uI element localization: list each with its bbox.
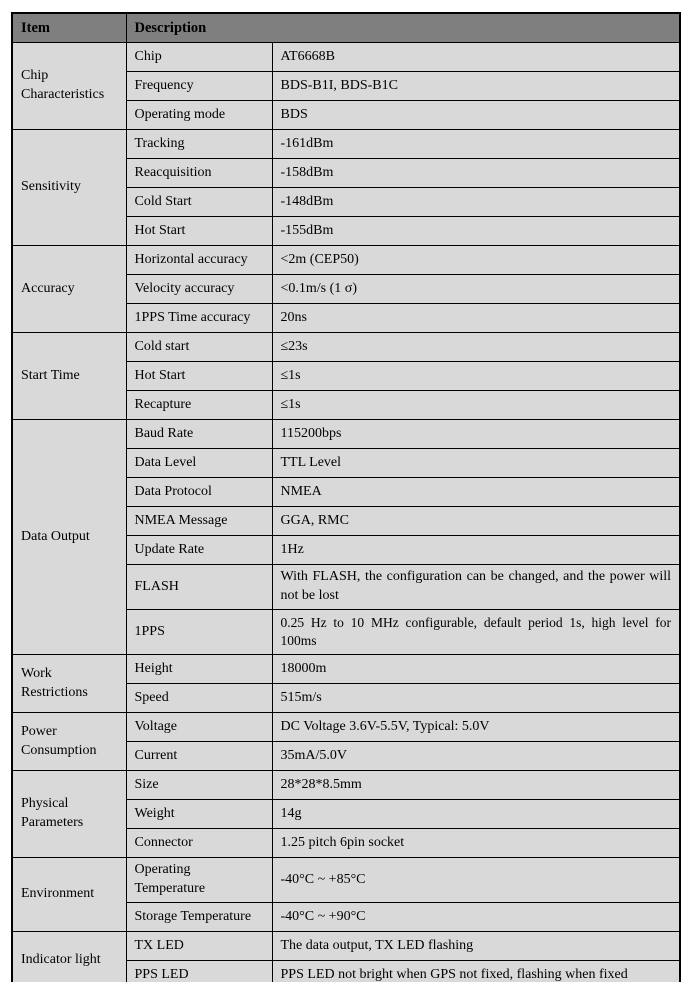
item-group-cell: Environment xyxy=(12,858,126,932)
spec-name-cell: Cold start xyxy=(126,333,272,362)
spec-value-cell: 0.25 Hz to 10 MHz configurable, default period 1s, high level for 100ms xyxy=(272,610,680,655)
spec-name-cell: TX LED xyxy=(126,932,272,961)
spec-name-cell: Update Rate xyxy=(126,536,272,565)
spec-value-cell: -40°C ~ +85°C xyxy=(272,858,680,903)
table-row xyxy=(12,932,680,961)
spec-name-cell: Frequency xyxy=(126,72,272,101)
spec-value-cell: BDS xyxy=(272,101,680,130)
table-row xyxy=(12,771,680,800)
spec-table-body xyxy=(12,43,680,982)
spec-name-cell: 1PPS Time accuracy xyxy=(126,304,272,333)
spec-name-cell: Speed xyxy=(126,684,272,713)
spec-value-cell: 515m/s xyxy=(272,684,680,713)
spec-table-header xyxy=(12,13,680,43)
header-description-cell: Description xyxy=(126,13,680,43)
spec-value-cell: The data output, TX LED flashing xyxy=(272,932,680,961)
header-row xyxy=(12,13,680,43)
spec-value-cell: GGA, RMC xyxy=(272,507,680,536)
item-group-cell: Power Consumption xyxy=(12,713,126,771)
spec-value-cell: NMEA xyxy=(272,478,680,507)
spec-name-cell: Reacquisition xyxy=(126,159,272,188)
spec-name-cell: Baud Rate xyxy=(126,420,272,449)
table-row xyxy=(12,420,680,449)
item-group-cell: Work Restrictions xyxy=(12,655,126,713)
table-row xyxy=(12,713,680,742)
spec-table xyxy=(11,12,681,982)
table-row xyxy=(12,333,680,362)
spec-name-cell: Hot Start xyxy=(126,217,272,246)
table-row xyxy=(12,43,680,72)
spec-value-cell: BDS-B1I, BDS-B1C xyxy=(272,72,680,101)
spec-value-cell: 1.25 pitch 6pin socket xyxy=(272,829,680,858)
spec-value-cell: ≤23s xyxy=(272,333,680,362)
spec-value-cell: 28*28*8.5mm xyxy=(272,771,680,800)
spec-name-cell: Current xyxy=(126,742,272,771)
item-group-cell: Sensitivity xyxy=(12,130,126,246)
spec-name-cell: Voltage xyxy=(126,713,272,742)
item-group-cell: Start Time xyxy=(12,333,126,420)
spec-name-cell: Connector xyxy=(126,829,272,858)
spec-value-cell: -148dBm xyxy=(272,188,680,217)
spec-name-cell: PPS LED xyxy=(126,961,272,982)
item-group-cell: Physical Parameters xyxy=(12,771,126,858)
spec-name-cell: Data Level xyxy=(126,449,272,478)
header-item-cell: Item xyxy=(12,13,126,43)
spec-name-cell: Horizontal accuracy xyxy=(126,246,272,275)
spec-name-cell: 1PPS xyxy=(126,610,272,655)
item-group-cell: Chip Characteristics xyxy=(12,43,126,130)
spec-name-cell: Operating Temperature xyxy=(126,858,272,903)
spec-value-cell: 20ns xyxy=(272,304,680,333)
spec-name-cell: NMEA Message xyxy=(126,507,272,536)
spec-value-cell: With FLASH, the configuration can be changed, and the power will not be lost xyxy=(272,565,680,610)
item-group-cell: Data Output xyxy=(12,420,126,655)
spec-value-cell: <0.1m/s (1 σ) xyxy=(272,275,680,304)
spec-name-cell: FLASH xyxy=(126,565,272,610)
spec-value-cell: -40°C ~ +90°C xyxy=(272,903,680,932)
spec-value-cell: DC Voltage 3.6V-5.5V, Typical: 5.0V xyxy=(272,713,680,742)
spec-name-cell: Cold Start xyxy=(126,188,272,217)
spec-name-cell: Weight xyxy=(126,800,272,829)
spec-name-cell: Tracking xyxy=(126,130,272,159)
spec-name-cell: Size xyxy=(126,771,272,800)
spec-value-cell: 115200bps xyxy=(272,420,680,449)
spec-name-cell: Data Protocol xyxy=(126,478,272,507)
spec-name-cell: Operating mode xyxy=(126,101,272,130)
table-row xyxy=(12,858,680,903)
spec-value-cell: PPS LED not bright when GPS not fixed, flashing when fixed xyxy=(272,961,680,982)
item-group-cell: Indicator light xyxy=(12,932,126,982)
spec-value-cell: 35mA/5.0V xyxy=(272,742,680,771)
spec-name-cell: Height xyxy=(126,655,272,684)
spec-value-cell: -158dBm xyxy=(272,159,680,188)
table-row xyxy=(12,655,680,684)
spec-value-cell: 1Hz xyxy=(272,536,680,565)
spec-value-cell: AT6668B xyxy=(272,43,680,72)
spec-value-cell: ≤1s xyxy=(272,362,680,391)
spec-value-cell: ≤1s xyxy=(272,391,680,420)
spec-value-cell: -161dBm xyxy=(272,130,680,159)
spec-value-cell: 18000m xyxy=(272,655,680,684)
spec-name-cell: Velocity accuracy xyxy=(126,275,272,304)
spec-value-cell: <2m (CEP50) xyxy=(272,246,680,275)
spec-name-cell: Chip xyxy=(126,43,272,72)
spec-value-cell: -155dBm xyxy=(272,217,680,246)
spec-value-cell: 14g xyxy=(272,800,680,829)
spec-name-cell: Recapture xyxy=(126,391,272,420)
table-row xyxy=(12,246,680,275)
item-group-cell: Accuracy xyxy=(12,246,126,333)
table-row xyxy=(12,130,680,159)
spec-value-cell: TTL Level xyxy=(272,449,680,478)
spec-name-cell: Hot Start xyxy=(126,362,272,391)
spec-name-cell: Storage Temperature xyxy=(126,903,272,932)
